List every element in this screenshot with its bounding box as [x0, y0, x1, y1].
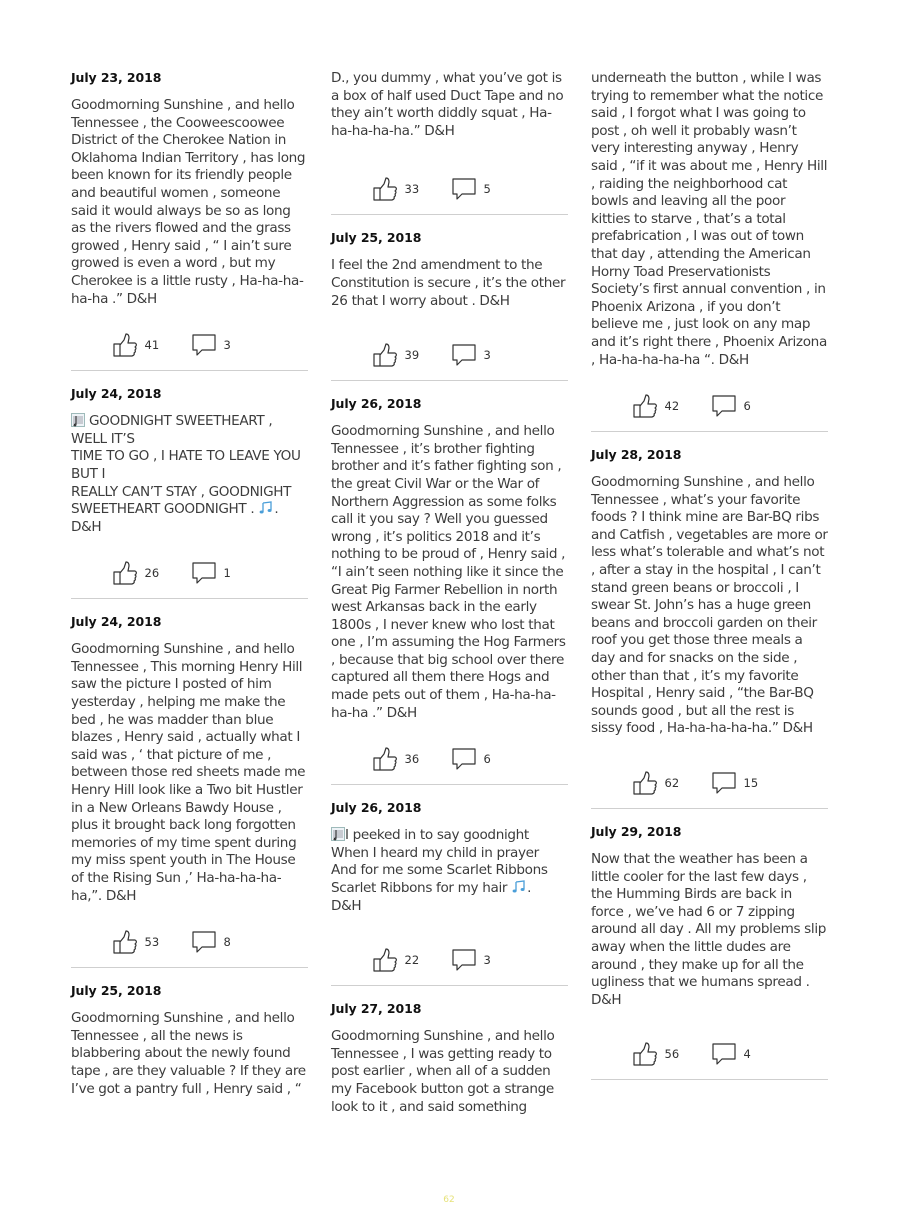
- post-body: underneath the button , while I was trying to remember what the notice said , I forgot what I was going to post , oh well it probably wasn’t very interesting anyway , Henry said , “if it was about me , Henry Hill , raiding the neighborhood cat bowls and leaving all the poor kitties to starve , that’s a total prefabrication , I was out of town that day , attending the American Horny Toad Preservationists Society’s first annual convention , in Phoenix Arizona , if you don’t believe me , just look on any map and it’s right there , Phoenix Arizona , Ha-ha-ha-ha-ha “. D&H: [591, 70, 828, 368]
- post-actions: [71, 330, 308, 360]
- thumbs-up-icon: [111, 928, 139, 956]
- like-button[interactable]: [371, 341, 450, 369]
- comment-button[interactable]: [710, 392, 789, 420]
- post-body: Goodmorning Sunshine , and hello Tennessee , all the news is blabbering about the newly found tape , are they valuable ? If they are I’ve got a pantry full , Henry said , “: [71, 1010, 306, 1097]
- comment-button[interactable]: [450, 175, 529, 203]
- like-count: 33: [404, 182, 420, 197]
- post-date: July 27, 2018: [331, 1001, 422, 1017]
- comment-count: 15: [743, 776, 759, 790]
- post-actions: [71, 558, 308, 588]
- like-button[interactable]: [371, 946, 450, 974]
- post-body: I feel the 2nd amendment to the Constitution is secure , it’s the other 26 that I worry about . D&H: [331, 257, 566, 309]
- column-2: [331, 68, 568, 1141]
- post-body: Now that the weather has been a little cooler for the last few days , the Humming Birds are back in force , we’ve had 6 or 7 zipping around all day . All my problems slip away when the little dudes are around , they make up for all the ugliness that we humans spread . D&H: [591, 851, 827, 1008]
- post-actions: [331, 945, 568, 975]
- like-count: 53: [144, 935, 160, 950]
- comment-count: 1: [223, 566, 231, 581]
- post-body: Goodmorning Sunshine , and hello Tennessee , it’s brother fighting brother and it’s father fighting son , the great Civil War or the War of Northern Aggression as some folks call it you say ? Well you guessed wrong , it’s politics 2018 and it’s nothing to be proud of , Henry said , “I ain’t seen nothing like it since the Great Pig Farmer Rebellion in north west Arkansas back in the early 1800s , I never knew who lost that one , I’m assuming the Hog Farmers , because that big school over there captured all them there Hogs and made pets out of them , Ha-ha-ha-ha-ha .” D&H: [331, 423, 566, 721]
- like-button[interactable]: [111, 928, 190, 956]
- post-body-signature: . D&H: [71, 501, 279, 535]
- comment-icon: [450, 946, 478, 974]
- musical-score-icon: [331, 827, 345, 841]
- like-button[interactable]: [111, 331, 190, 359]
- like-count: 39: [404, 348, 420, 363]
- page-number: 62: [443, 1195, 455, 1205]
- post-body-text: GOODNIGHT SWEETHEART , WELL IT’S TIME TO GO , I HATE TO LEAVE YOU BUT I REALLY CAN’T STAY , GOODNIGHT SWEETHEART GOODNIGHT .: [71, 413, 301, 518]
- thumbs-up-icon: [631, 1040, 659, 1068]
- like-button[interactable]: [631, 1040, 710, 1068]
- musical-notes-icon: [258, 501, 274, 515]
- comment-button[interactable]: [190, 559, 269, 587]
- like-button[interactable]: [631, 392, 710, 420]
- comment-icon: [450, 341, 478, 369]
- post-date: July 25, 2018: [71, 983, 162, 999]
- post-body: [71, 413, 308, 536]
- like-count: 22: [404, 953, 420, 968]
- post: [331, 1001, 568, 1126]
- comment-count: 5: [483, 182, 491, 197]
- comment-count: 6: [483, 752, 491, 767]
- like-button[interactable]: [371, 745, 450, 773]
- like-count: 62: [664, 776, 680, 790]
- post-body-text: I peeked in to say goodnight When I heard my child in prayer And for me some Scarlet Ribbons Scarlet Ribbons for my hair: [331, 827, 548, 897]
- like-button[interactable]: [111, 559, 190, 587]
- comment-count: 3: [223, 338, 231, 353]
- post-actions: [71, 927, 308, 957]
- post: [331, 230, 568, 381]
- comment-icon: [710, 392, 738, 420]
- post: [71, 70, 308, 371]
- like-button[interactable]: [631, 769, 710, 797]
- post: [71, 386, 308, 599]
- post-actions: [591, 1039, 828, 1069]
- column-3: [591, 68, 828, 1095]
- comment-button[interactable]: [450, 946, 529, 974]
- comment-button[interactable]: [190, 331, 269, 359]
- post-actions: [331, 340, 568, 370]
- comment-count: 3: [483, 953, 491, 968]
- thumbs-up-icon: [371, 745, 399, 773]
- post-actions: [591, 768, 828, 798]
- comment-button[interactable]: [710, 769, 789, 797]
- thumbs-up-icon: [631, 769, 659, 797]
- post-date: July 29, 2018: [591, 824, 682, 839]
- column-1: [71, 68, 308, 1123]
- comment-count: 3: [483, 348, 491, 363]
- comment-icon: [190, 928, 218, 956]
- comment-button[interactable]: [450, 341, 529, 369]
- post: [71, 614, 308, 968]
- post-body: Goodmorning Sunshine , and hello Tennessee , the Cooweescoowee District of the Cherokee Nation in Oklahoma Indian Territory , has long been known for its friendly people and beautiful women , someone said it would always be so as long as the rivers flowed and the grass growed , Henry said , “ I ain’t sure growed is even a word , but my Cherokee is a little rusty , Ha-ha-ha-ha-ha .” D&H: [71, 97, 306, 307]
- post-actions: [331, 174, 568, 204]
- post-date: July 25, 2018: [331, 230, 422, 246]
- like-button[interactable]: [371, 175, 450, 203]
- comment-button[interactable]: [190, 928, 269, 956]
- comment-count: 6: [743, 399, 751, 414]
- post-body: [331, 827, 568, 915]
- thumbs-up-icon: [111, 331, 139, 359]
- musical-notes-icon: [511, 880, 527, 894]
- post-date: July 26, 2018: [331, 396, 422, 412]
- post: [331, 396, 568, 785]
- comment-count: 8: [223, 935, 231, 950]
- like-count: 42: [664, 399, 680, 414]
- post-date: July 23, 2018: [71, 70, 162, 85]
- post-date: July 24, 2018: [71, 386, 162, 402]
- post-body-signature: . D&H: [331, 880, 532, 914]
- like-count: 41: [144, 338, 160, 353]
- post-body: Goodmorning Sunshine , and hello Tennessee , This morning Henry Hill saw the picture I posted of him yesterday , helping me make the bed , he was madder than blue blazes , Henry said , actually what I said was , ‘ that picture of me , between those red sheets made me Henry Hill look like a Two bit Hustler in a New Orleans Bawdy House , plus it brought back long forgotten memories of my time spent during my miss spent youth in The House of the Rising Sun ,’ Ha-ha-ha-ha-ha,”. D&H: [71, 641, 306, 904]
- post-body: Goodmorning Sunshine , and hello Tennessee , what’s your favorite foods ? I think mine are Bar-BQ ribs and Catfish , vegetables are more or less what’s tolerable and what’s not , after a stay in the hospital , I can’t stand green beans or broccoli , I swear St. John’s has a huge green beans and broccoli garden on their roof you get those three meals a day and for snacks on the side , other than that , it’s my favorite Hospital , Henry said , “the Bar-BQ sounds good , but all the rest is sissy food , Ha-ha-ha-ha-ha.” D&H: [591, 474, 828, 737]
- post: [591, 824, 828, 1080]
- comment-button[interactable]: [450, 745, 529, 773]
- post-body: Goodmorning Sunshine , and hello Tennessee , I was getting ready to post earlier , when all of a sudden my Facebook button got a strange look to it , and said something: [331, 1028, 555, 1115]
- post-date: July 26, 2018: [331, 800, 422, 816]
- thumbs-up-icon: [631, 392, 659, 420]
- musical-score-icon: [71, 413, 85, 427]
- comment-icon: [710, 769, 738, 797]
- comment-icon: [450, 745, 478, 773]
- post-body: D., you dummy , what you’ve got is a box of half used Duct Tape and no they ain’t worth diddly squat , Ha-ha-ha-ha-ha.” D&H: [331, 70, 564, 139]
- comment-icon: [190, 559, 218, 587]
- thumbs-up-icon: [371, 175, 399, 203]
- comment-icon: [450, 175, 478, 203]
- post: [331, 70, 568, 215]
- comment-button[interactable]: [710, 1040, 789, 1068]
- comment-icon: [710, 1040, 738, 1068]
- comment-count: 4: [743, 1047, 751, 1062]
- post-date: July 28, 2018: [591, 447, 682, 463]
- post: [591, 70, 828, 432]
- post-actions: [331, 744, 568, 774]
- post: [71, 983, 308, 1108]
- like-count: 56: [664, 1047, 680, 1062]
- post-date: July 24, 2018: [71, 614, 162, 630]
- thumbs-up-icon: [111, 559, 139, 587]
- thumbs-up-icon: [371, 341, 399, 369]
- thumbs-up-icon: [371, 946, 399, 974]
- post: [591, 447, 828, 809]
- post: [331, 800, 568, 986]
- like-count: 36: [404, 752, 420, 767]
- post-actions: [591, 391, 828, 421]
- like-count: 26: [144, 566, 160, 581]
- comment-icon: [190, 331, 218, 359]
